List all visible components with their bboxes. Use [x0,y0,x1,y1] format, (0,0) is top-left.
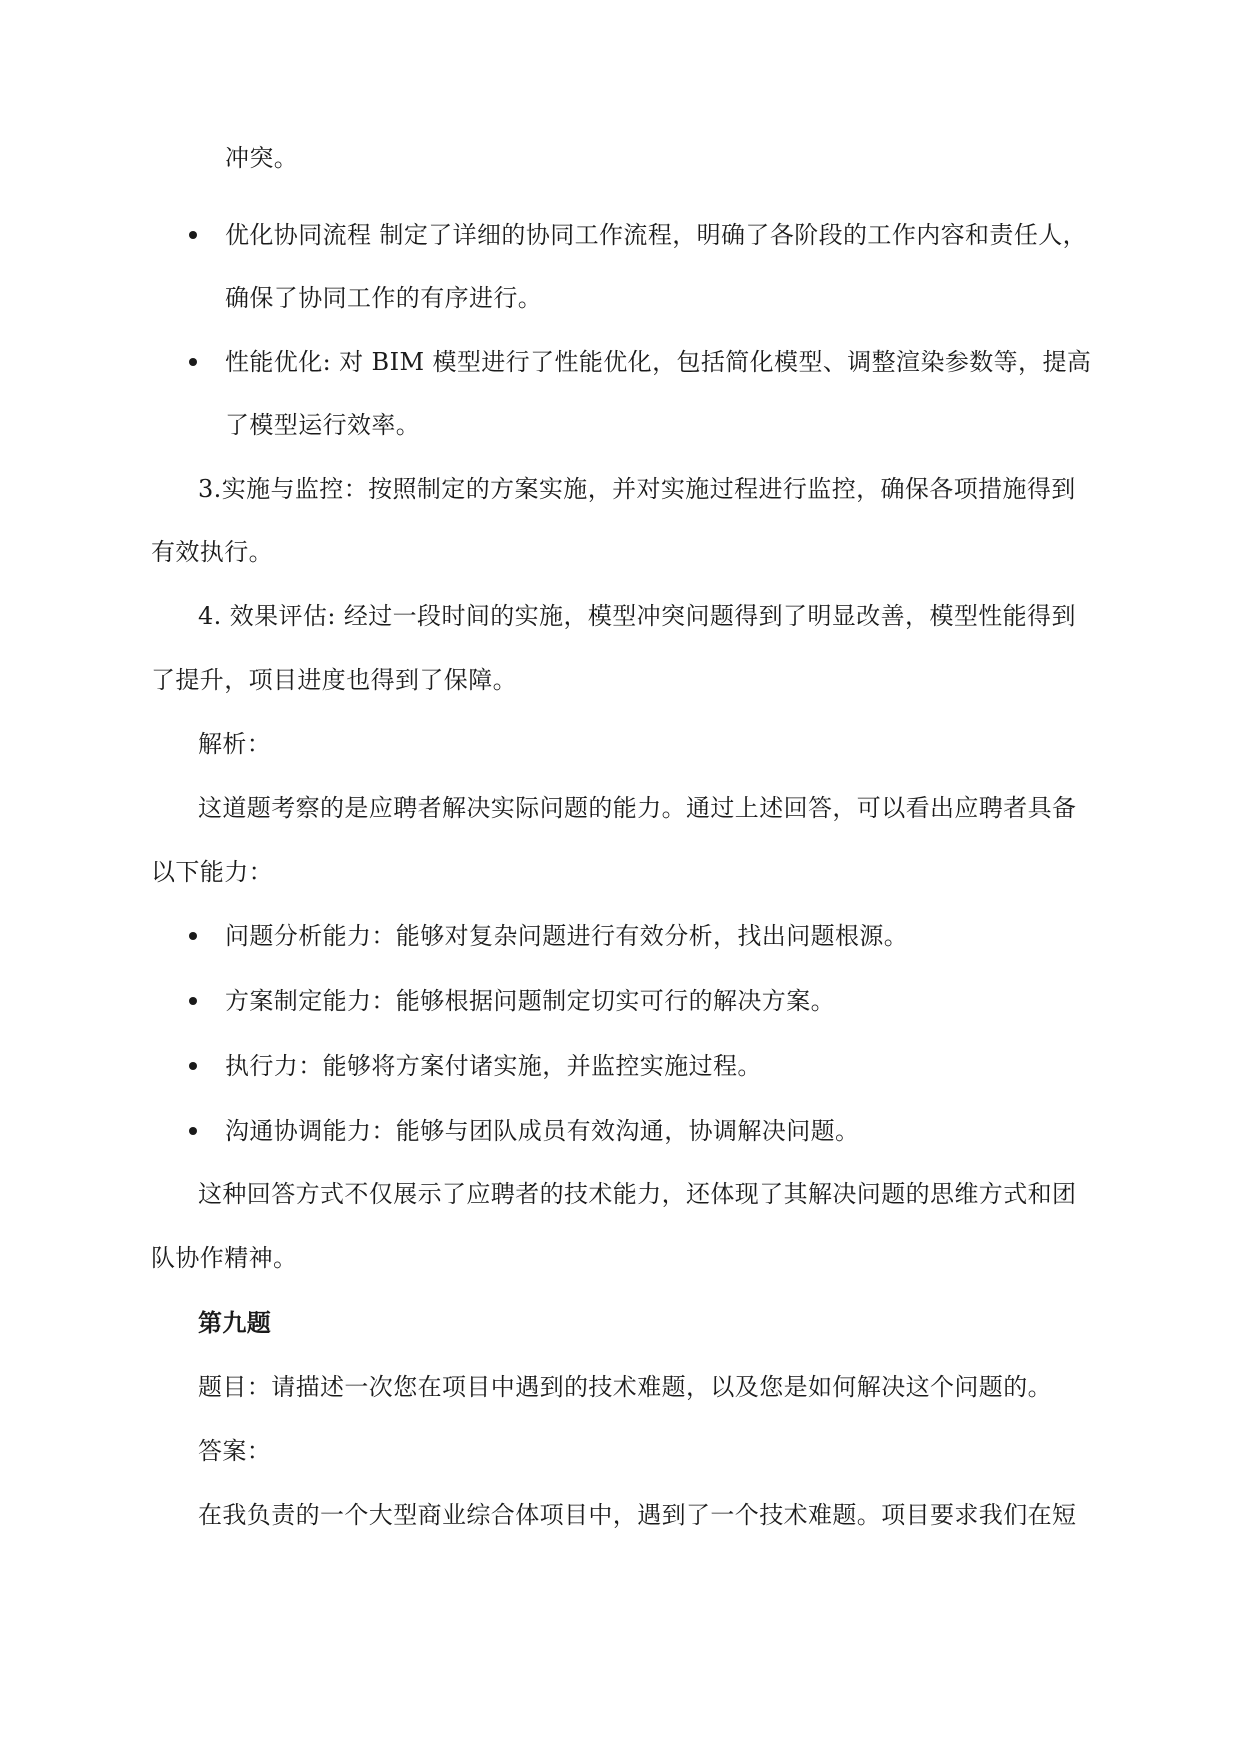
question-heading: 第九题 [198,1308,272,1337]
ability-item: 方案制定能力：能够根据问题制定切实可行的解决方案。 [225,987,835,1015]
bullet-icon [189,1062,197,1070]
paragraph-continuation: 冲突。 [225,144,299,172]
bullet-icon [189,1127,197,1135]
bullet-optimize-line1: 优化协同流程 制定了详细的协同工作流程，明确了各阶段的工作内容和责任人， [225,221,1088,249]
analysis-label: 解析： [198,730,272,758]
analysis-line2: 以下能力： [151,858,273,886]
step4-line2: 了提升，项目进度也得到了保障。 [151,666,517,694]
bullet-performance-line2: 了模型运行效率。 [225,411,421,439]
ability-item: 执行力：能够将方案付诸实施，并监控实施过程。 [225,1052,762,1080]
summary-line1: 这种回答方式不仅展示了应聘者的技术能力，还体现了其解决问题的思维方式和团 [198,1180,1077,1208]
bullet-icon [189,231,197,239]
bullet-icon [189,997,197,1005]
step3-line2: 有效执行。 [151,538,273,566]
step4-line1: 4. 效果评估: 经过一段时间的实施，模型冲突问题得到了明显改善，模型性能得到 [198,602,1076,630]
bullet-icon [189,358,197,366]
question-text: 题目：请描述一次您在项目中遇到的技术难题，以及您是如何解决这个问题的。 [198,1373,1052,1401]
bullet-icon [189,932,197,940]
ability-item: 问题分析能力：能够对复杂问题进行有效分析，找出问题根源。 [225,922,909,950]
ability-item: 沟通协调能力：能够与团队成员有效沟通，协调解决问题。 [225,1117,860,1145]
step3-line1: 3.实施与监控：按照制定的方案实施，并对实施过程进行监控，确保各项措施得到 [198,475,1076,503]
bullet-performance-line1: 性能优化: 对 BIM 模型进行了性能优化，包括简化模型、调整渲染参数等，提高 [225,348,1092,376]
bullet-optimize-line2: 确保了协同工作的有序进行。 [225,284,543,312]
analysis-line1: 这道题考察的是应聘者解决实际问题的能力。通过上述回答，可以看出应聘者具备 [198,794,1077,822]
summary-line2: 队协作精神。 [151,1244,298,1272]
answer-line1: 在我负责的一个大型商业综合体项目中，遇到了一个技术难题。项目要求我们在短 [198,1501,1077,1529]
answer-label: 答案： [198,1437,272,1465]
